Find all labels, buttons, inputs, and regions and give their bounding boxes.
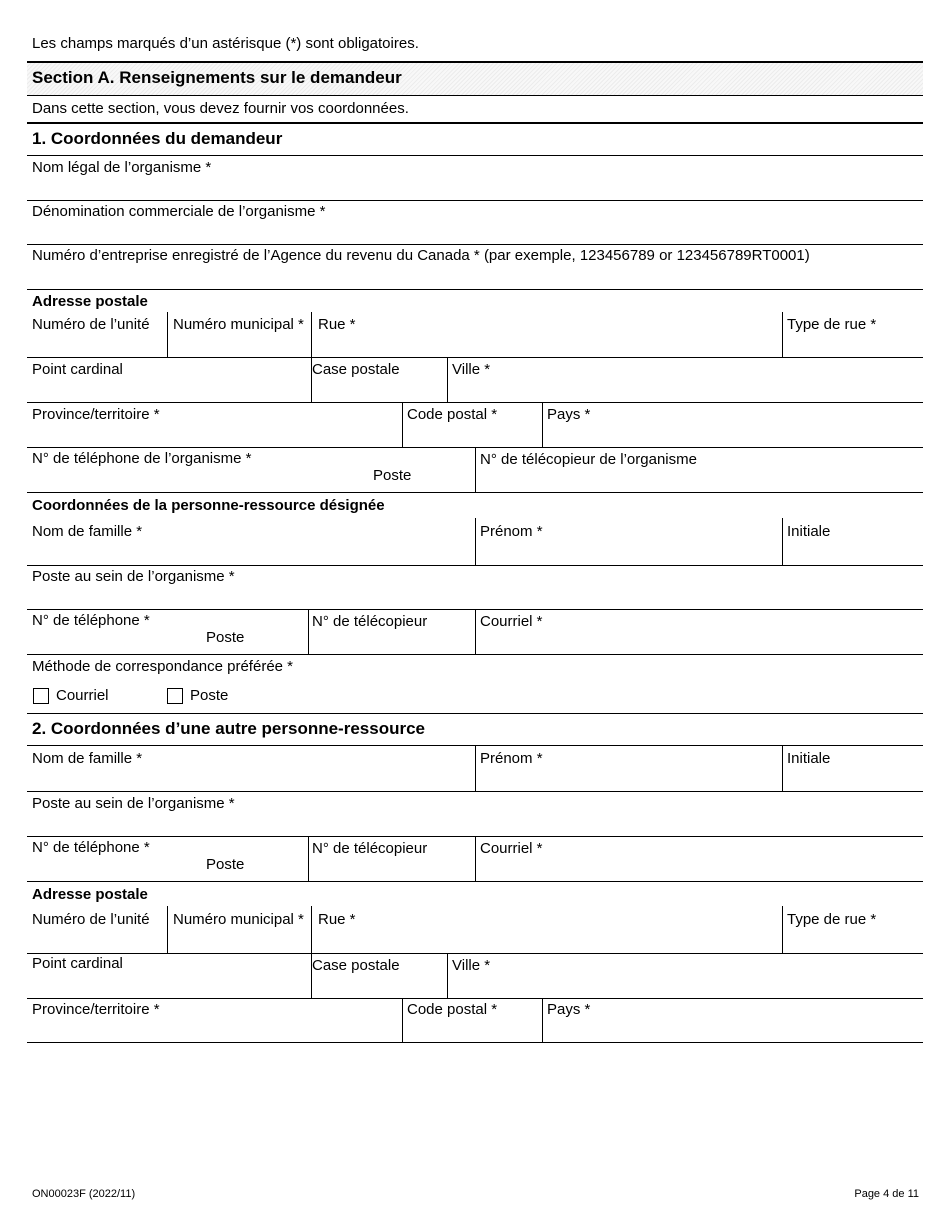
street-type-label: Type de rue * [787, 316, 877, 333]
contact-fax-label: N° de télécopieur [312, 613, 428, 630]
postal-code-label: Code postal * [407, 406, 498, 423]
other-direction-label: Point cardinal [32, 955, 123, 972]
po-box-label: Case postale [312, 361, 400, 378]
org-phone-ext-label: Poste [373, 467, 412, 484]
org-phone-label: N° de téléphone de l’organisme * [32, 450, 252, 467]
contact-phone-label: N° de téléphone * [32, 612, 150, 629]
contact-heading: Coordonnées de la personne-ressource désignée [32, 497, 385, 514]
pref-method-label: Méthode de correspondance préférée * [32, 658, 294, 675]
form-number: ON00023F (2022/11) [32, 1188, 136, 1200]
business-name-label: Dénomination commerciale de l’organisme * [32, 203, 326, 220]
city-label: Ville * [452, 361, 491, 378]
other-initial-label: Initiale [787, 750, 831, 767]
other-mailing-address-heading: Adresse postale [32, 886, 148, 903]
contact-email-label: Courriel * [480, 613, 543, 630]
section-a-intro: Dans cette section, vous devez fournir vos coordonnées. [32, 100, 409, 117]
part2-title: 2. Coordonnées d’une autre personne-ressource [32, 719, 425, 738]
page-number: Page 4 de 11 [854, 1188, 919, 1200]
form-page [27, 0, 923, 1230]
legal-name-label: Nom légal de l’organisme * [32, 159, 212, 176]
contact-phone-ext-label: Poste [206, 629, 245, 646]
contact-last-name-label: Nom de famille * [32, 523, 143, 540]
other-city-label: Ville * [452, 957, 491, 974]
street-number-label: Numéro municipal * [173, 316, 304, 333]
other-phone-ext-label: Poste [206, 856, 245, 873]
other-country-label: Pays * [547, 1001, 591, 1018]
email-option-label: Courriel [56, 687, 109, 704]
direction-label: Point cardinal [32, 361, 123, 378]
mail-checkbox[interactable] [167, 688, 183, 704]
other-street-type-label: Type de rue * [787, 911, 877, 928]
required-fields-note: Les champs marqués d’un astérisque (*) sont obligatoires. [32, 35, 419, 52]
other-postal-code-label: Code postal * [407, 1001, 498, 1018]
mail-option-label: Poste [190, 687, 229, 704]
unit-number-label: Numéro de l’unité [32, 316, 150, 333]
contact-first-name-label: Prénom * [480, 523, 543, 540]
part1-title: 1. Coordonnées du demandeur [32, 129, 283, 148]
contact-initial-label: Initiale [787, 523, 831, 540]
other-last-name-label: Nom de famille * [32, 750, 143, 767]
other-po-box-label: Case postale [312, 957, 400, 974]
province-label: Province/territoire * [32, 406, 160, 423]
other-street-number-label: Numéro municipal * [173, 911, 304, 928]
mailing-address-heading: Adresse postale [32, 293, 148, 310]
org-fax-label: N° de télécopieur de l’organisme [480, 451, 697, 468]
section-a-title: Section A. Renseignements sur le demandeur [32, 68, 402, 87]
other-email-label: Courriel * [480, 840, 543, 857]
other-position-label: Poste au sein de l’organisme * [32, 795, 235, 812]
other-street-label: Rue * [318, 911, 356, 928]
street-label: Rue * [318, 316, 356, 333]
other-phone-label: N° de téléphone * [32, 839, 150, 856]
other-fax-label: N° de télécopieur [312, 840, 428, 857]
business-number-label: Numéro d’entreprise enregistré de l’Agence du revenu du Canada * (par exemple, 123456789 or 123456789RT0001) [32, 247, 810, 264]
email-checkbox[interactable] [33, 688, 49, 704]
other-unit-number-label: Numéro de l’unité [32, 911, 150, 928]
other-first-name-label: Prénom * [480, 750, 543, 767]
contact-position-label: Poste au sein de l’organisme * [32, 568, 235, 585]
country-label: Pays * [547, 406, 591, 423]
other-province-label: Province/territoire * [32, 1001, 160, 1018]
